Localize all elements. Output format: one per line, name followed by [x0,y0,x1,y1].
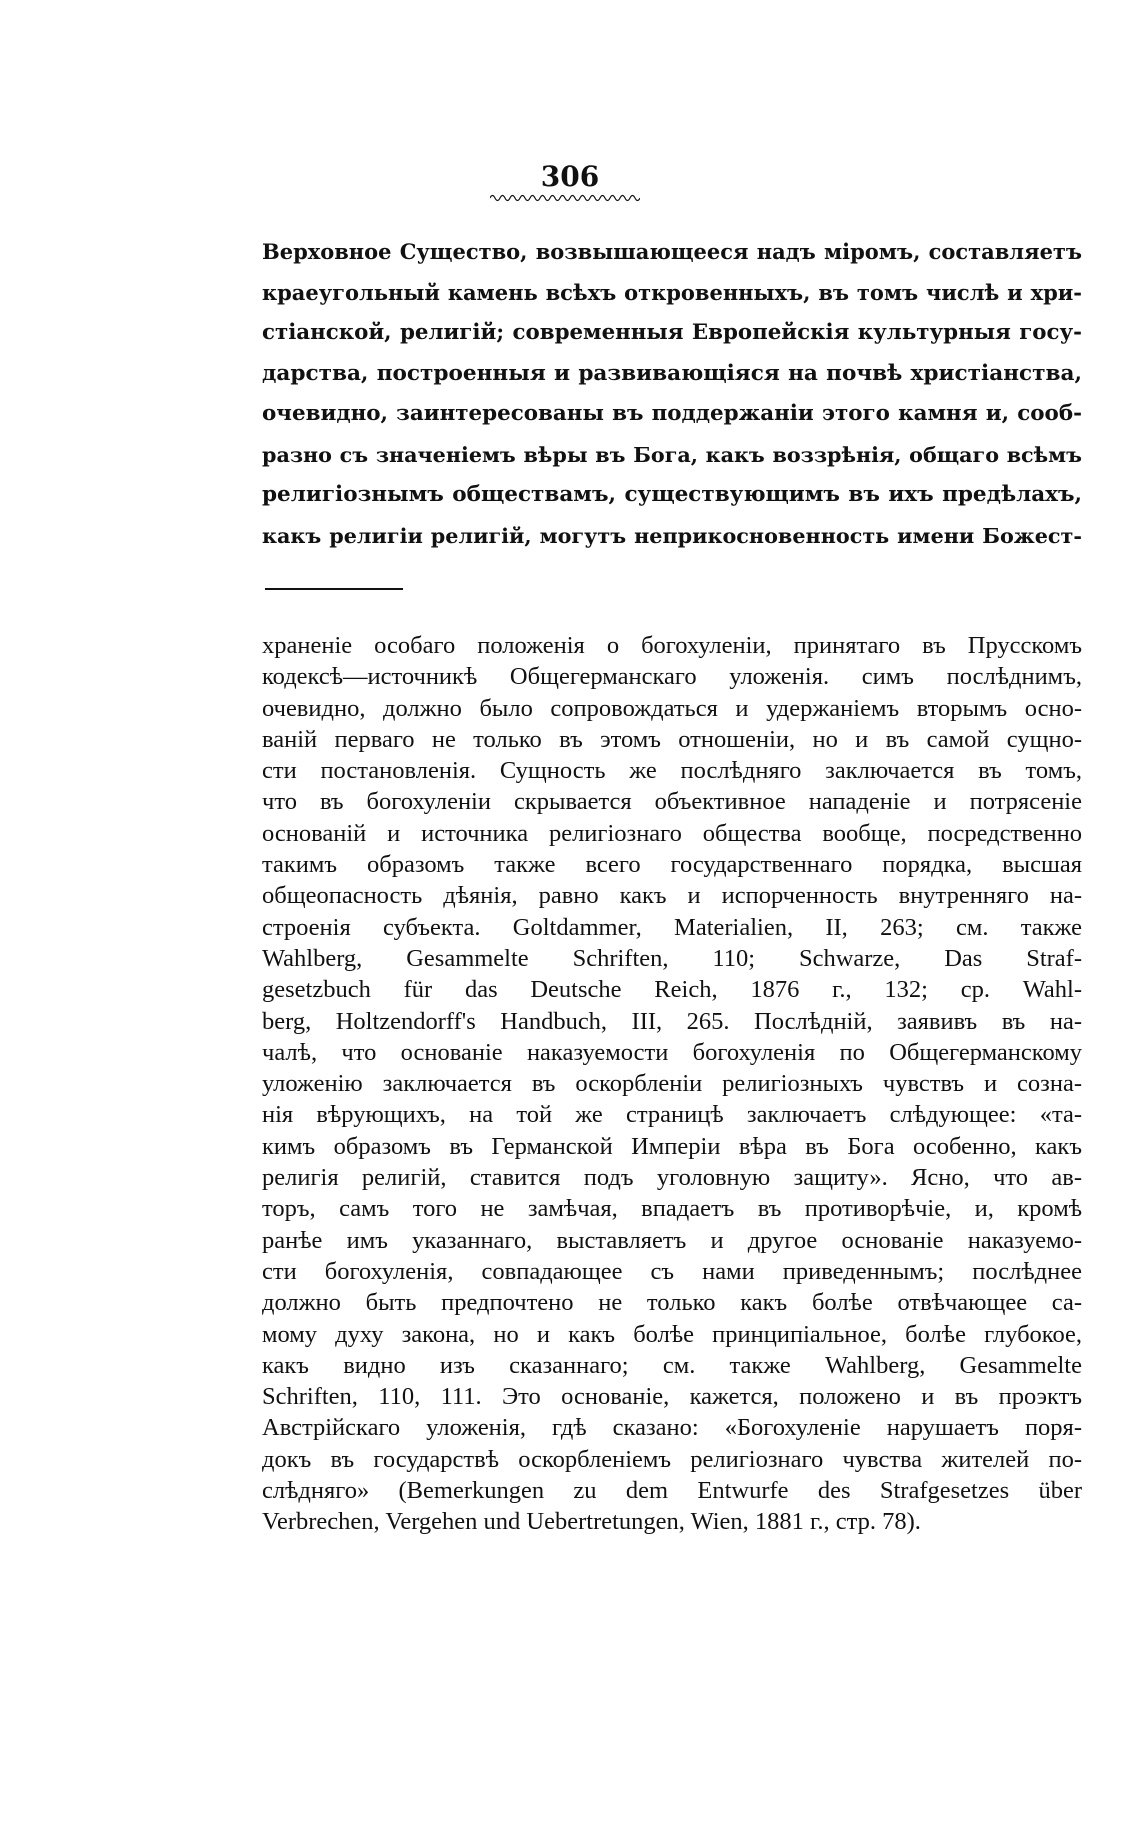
footnote-line: сти богохуленія, совпадающее съ нами приведеннымъ; послѣднее [262,1257,1082,1285]
footnote-line: строенія субъекта. Goltdammer, Materialien, II, 263; см. также [262,913,1082,941]
footnote-line: ранѣе имъ указаннаго, выставляетъ и другое основаніе наказуемо- [262,1226,1082,1254]
footnote-line: кодексѣ—источникѣ Общегерманскаго уложенія. симъ послѣднимъ, [262,663,1082,691]
footnote-line: Wahlberg, Gesammelte Schriften, 110; Schwarze, Das Straf- [262,944,1082,972]
wavy-ornament [490,193,640,203]
main-line: стіанской, религій; современныя Европейскія культурныя госу- [262,320,1082,345]
footnote-line: общеопасность дѣянія, равно какъ и испорченность внутренняго на- [262,882,1082,910]
footnote-line: религія религій, ставится подъ уголовную защиту». Ясно, что ав- [262,1164,1082,1192]
footnote-text [262,630,1082,1538]
footnote-line: мому духу закона, но и какъ болѣе принципіальное, болѣе глубокое, [262,1320,1082,1348]
footnote-line: нія вѣрующихъ, на той же страницѣ заключаетъ слѣдующее: «та- [262,1101,1082,1129]
main-line: очевидно, заинтересованы въ поддержаніи этого камня и, сооб- [262,401,1082,426]
footnote-line: Verbrechen, Vergehen und Uebertretungen, Wien, 1881 г., стр. 78). [262,1508,921,1536]
footnote-line: что въ богохуленіи скрывается объективное нападеніе и потрясеніе [262,788,1082,816]
footnote-line: сти постановленія. Сущность же послѣдняго заключается въ томъ, [262,757,1082,785]
footnote-line: кимъ образомъ въ Германской Имперіи вѣра въ Бога особенно, какъ [262,1132,1082,1160]
main-line: краеугольный камень всѣхъ откровенныхъ, въ томъ числѣ и хри- [262,279,1082,305]
footnote-line: очевидно, должно было сопровождаться и удержаніемъ вторымъ осно- [262,694,1082,722]
footnote-line: чалѣ, что основаніе наказуемости богохуленія по Общегерманскому [262,1038,1082,1066]
footnote-line: слѣдняго» (Bemerkungen zu dem Entwurfe des Strafgesetzes über [262,1477,1082,1505]
footnote-line: Австрійскаго уложенія, гдѣ сказано: «Богохуленіе нарушаетъ поря- [262,1414,1082,1442]
footnote-line: должно быть предпочтено не только какъ болѣе отвѣчающее са- [262,1289,1082,1317]
footnote-line: торъ, самъ того не замѣчая, впадаетъ въ противорѣчіе, и, кромѣ [262,1195,1082,1223]
footnote-line: такимъ образомъ также всего государственнаго порядка, высшая [262,851,1082,879]
footnote-line: какъ видно изъ сказаннаго; см. также Wahlberg, Gesammelte [262,1351,1082,1379]
footnote-separator [265,588,403,590]
main-line: религіознымъ обществамъ, существующимъ въ ихъ предѣлахъ, [262,482,1082,507]
main-line: какъ религіи религій, могутъ неприкосновенность имени Божест- [262,523,1082,548]
footnote-line: основаній и источника религіознаго общества вообще, посредственно [262,819,1082,847]
footnote-line: храненіе особаго положенія о богохуленіи, принятаго въ Прусскомъ [262,632,1082,659]
footnote-line: Schriften, 110, 111. Это основаніе, кажется, положено и въ проэктъ [262,1383,1082,1411]
footnote-line: докъ въ государствѣ оскорбленіемъ религіознаго чувства жителей по- [262,1445,1082,1473]
footnote-line: ваній перваго не только въ этомъ отношеніи, но и въ самой сущно- [262,725,1082,753]
footnote-line: berg, Holtzendorff's Handbuch, III, 265. Послѣдній, заявивъ въ на- [262,1007,1082,1035]
main-text [262,232,1082,556]
footnote-line: gesetzbuch für das Deutsche Reich, 1876 г., 132; ср. Wahl- [262,976,1082,1004]
main-line: разно съ значеніемъ вѣры въ Бога, какъ воззрѣнія, общаго всѣмъ [262,442,1082,467]
main-line: дарства, построенныя и развивающіяся на почвѣ христіанства, [262,360,1082,386]
main-line: Верховное Существо, возвышающееся надъ міромъ, составляетъ [262,239,1082,264]
footnote-line: уложенію заключается въ оскорбленіи религіозныхъ чувствъ и созна- [262,1070,1082,1098]
page-number: 306 [540,160,600,193]
